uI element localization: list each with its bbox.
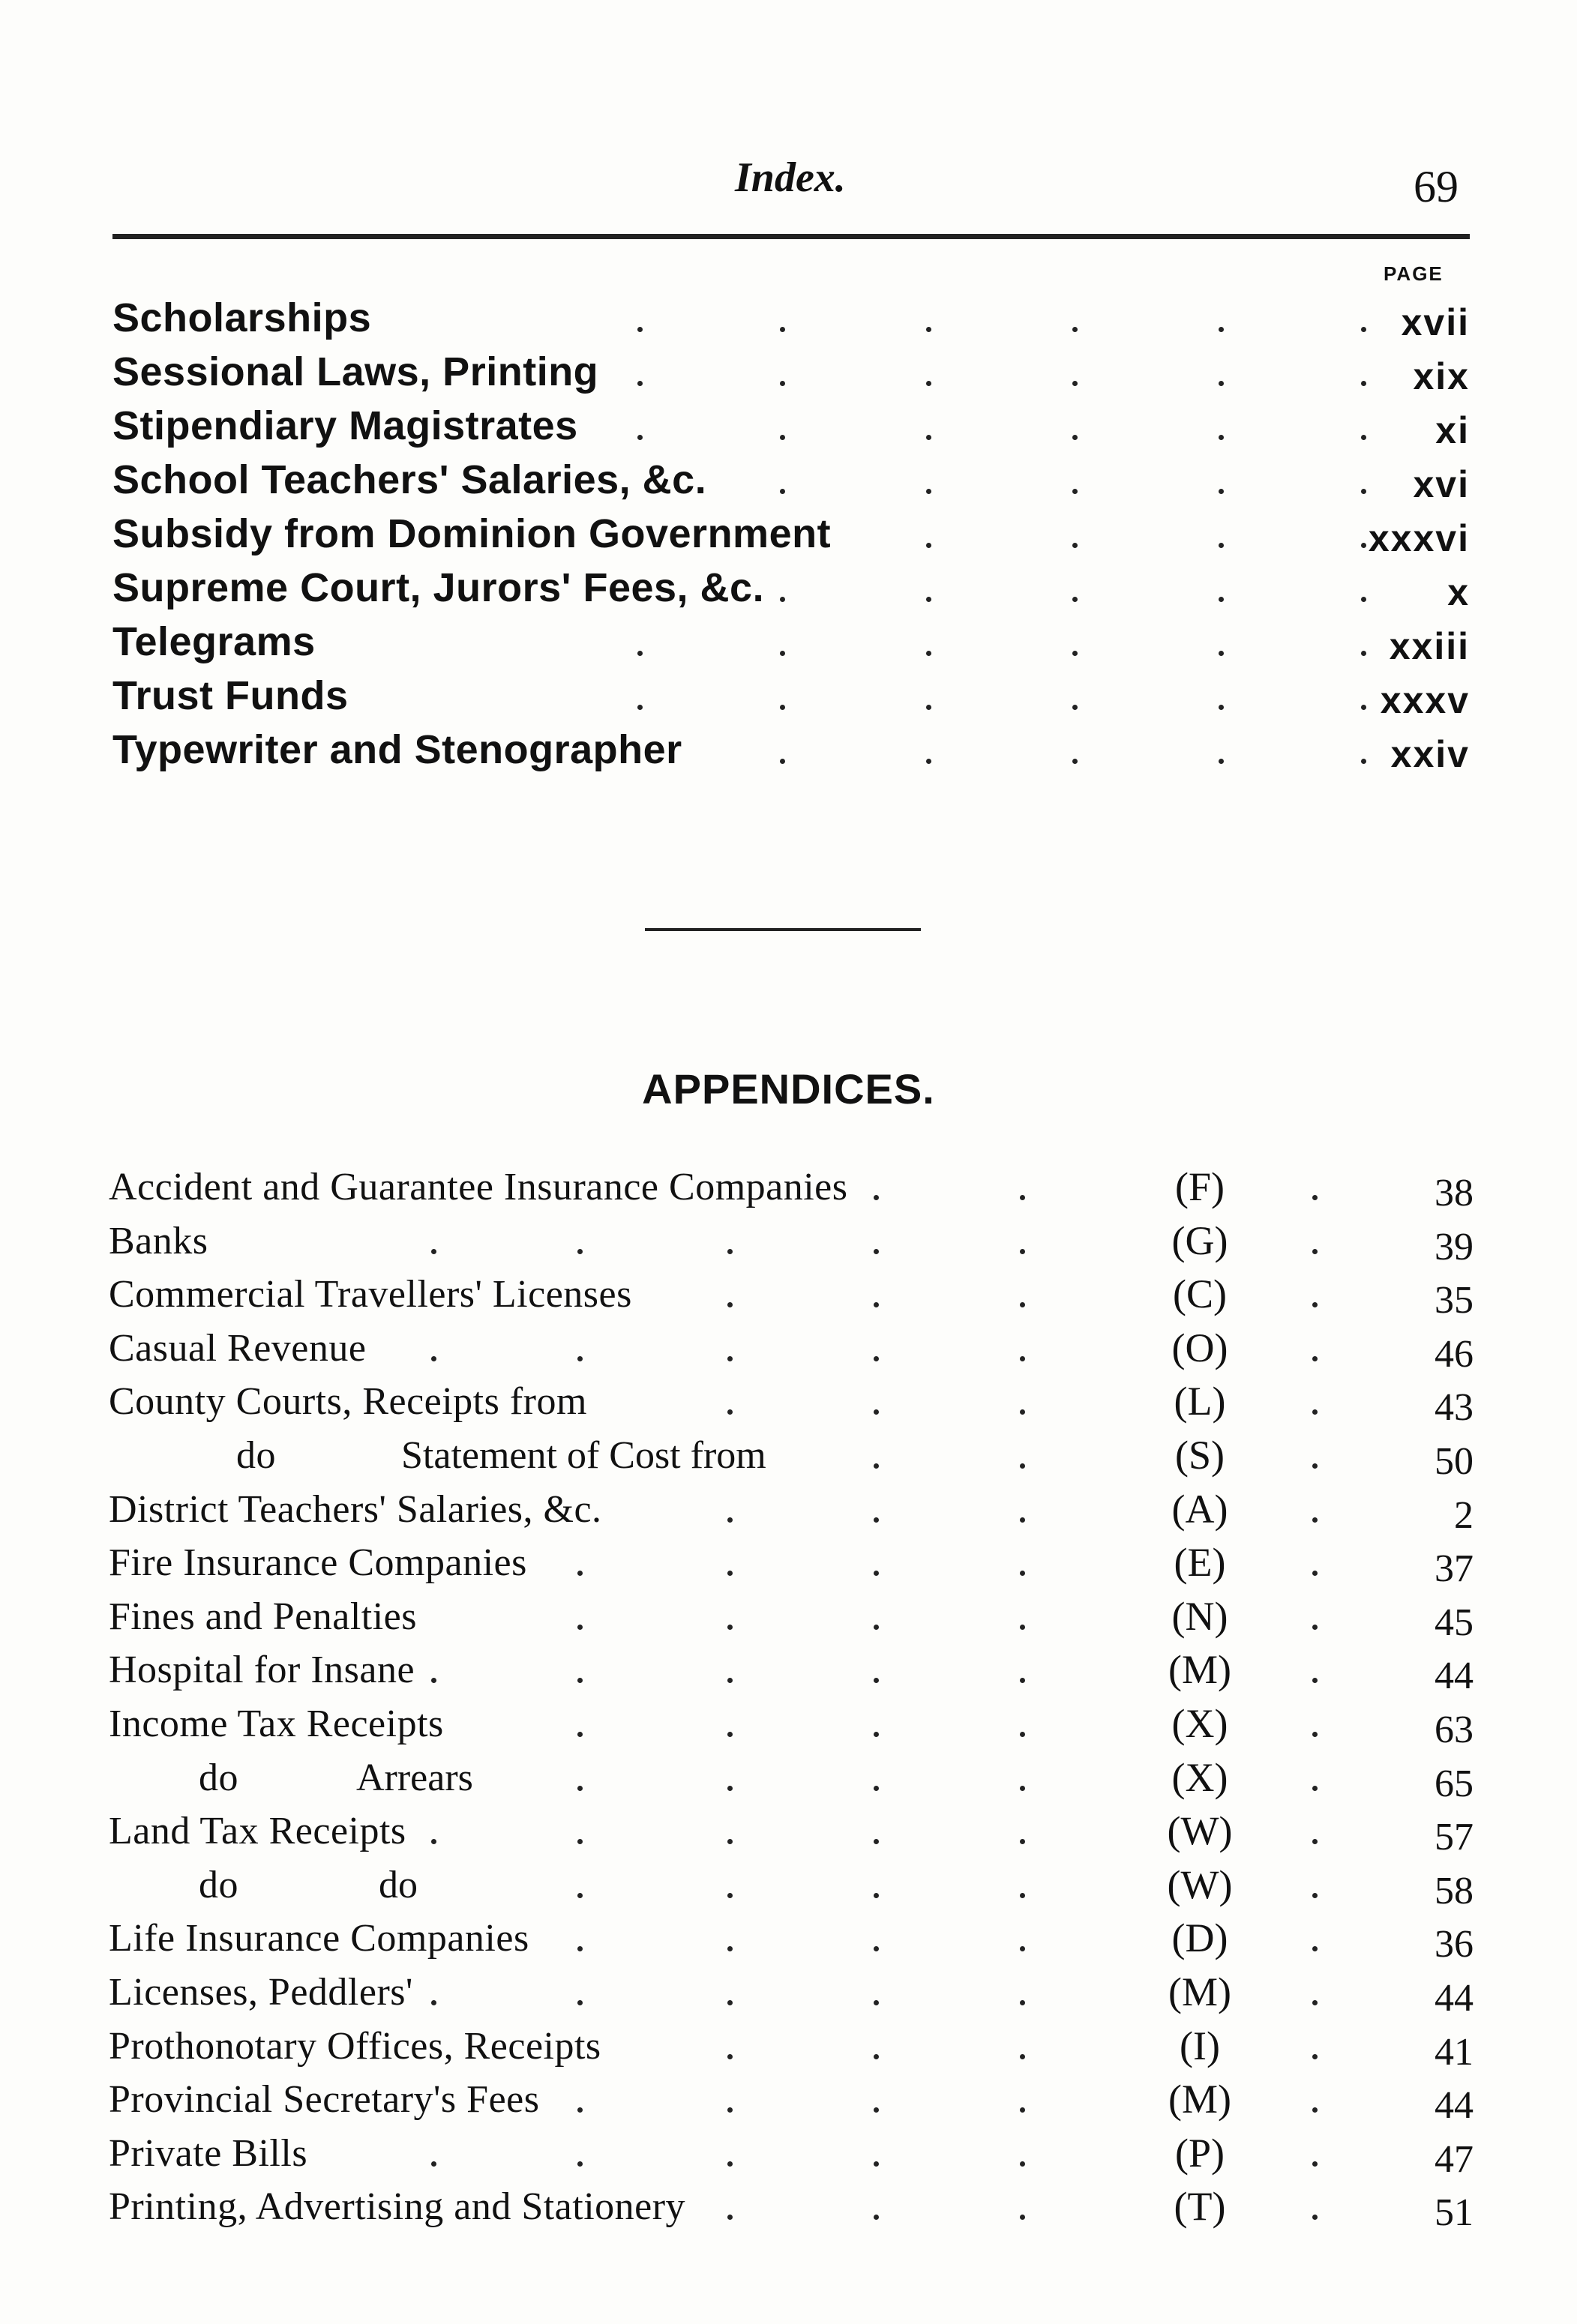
- header-rule: [112, 234, 1470, 239]
- leader-dot: [874, 1571, 879, 1576]
- leader-dot: [1361, 759, 1366, 764]
- leader-dot: [874, 1517, 879, 1523]
- leader-dot: [874, 1839, 879, 1844]
- leader-dot: [727, 1946, 733, 1951]
- index-entry-label: Sessional Laws, Printing: [112, 349, 599, 394]
- leader-dot: [1361, 381, 1366, 386]
- appendix-entry-page: 57: [1435, 1816, 1474, 1859]
- index-row: [112, 561, 1470, 615]
- appendices-list: [109, 1161, 1474, 2234]
- appendix-entry-page: 38: [1435, 1172, 1474, 1214]
- leader-dot: [577, 1625, 583, 1630]
- leader-dot: [727, 1786, 733, 1791]
- leader-dot: [727, 1625, 733, 1630]
- leader-dot: [1219, 705, 1224, 710]
- leader-dot: [577, 1839, 583, 1844]
- appendix-entry-page: 36: [1435, 1923, 1474, 1966]
- index-entry-page: xxxvi: [1368, 517, 1470, 559]
- appendix-entry-page: 44: [1435, 1655, 1474, 1698]
- leader-dot: [727, 1571, 733, 1576]
- leader-dot: [727, 2054, 733, 2059]
- appendix-entry-label: County Courts, Receipts from: [109, 1380, 587, 1424]
- appendix-entry-label: Private Bills: [109, 2131, 308, 2175]
- leader-dot: [727, 2215, 733, 2220]
- leader-dot: [1020, 1946, 1025, 1951]
- leader-dot: [874, 1786, 879, 1791]
- index-entry-page: xvi: [1413, 463, 1470, 505]
- appendix-entry-page: 50: [1435, 1439, 1474, 1483]
- leader-dot: [727, 2161, 733, 2167]
- leader-dot: [637, 705, 643, 710]
- appendix-entry-page: 47: [1435, 2137, 1474, 2181]
- leader-dot: [637, 435, 643, 440]
- leader-dot: [431, 2000, 436, 2005]
- appendix-entry-label: Licenses, Peddlers': [109, 1970, 413, 2014]
- leader-dot: [637, 381, 643, 386]
- leader-dot: [926, 435, 931, 440]
- appendix-entry-code: (T): [1174, 2184, 1226, 2230]
- leader-dot: [1020, 1195, 1025, 1200]
- index-entry-label: School Teachers' Salaries, &c.: [112, 457, 707, 502]
- index-row: [112, 615, 1470, 669]
- leader-dot: [1020, 1302, 1025, 1307]
- appendix-entry-label: Banks: [109, 1219, 208, 1262]
- leader-dot: [577, 1946, 583, 1951]
- index-entry-label: Scholarships: [112, 295, 372, 340]
- index-entry-label: Subsidy from Dominion Government: [112, 511, 832, 556]
- appendix-entry-page: 35: [1435, 1279, 1474, 1322]
- leader-dot: [1020, 1517, 1025, 1523]
- leader-dot: [1219, 759, 1224, 764]
- leader-dot: [1020, 1732, 1025, 1737]
- index-row: [112, 669, 1470, 723]
- leader-dot: [926, 651, 931, 656]
- index-row: [112, 507, 1470, 561]
- leader-dot: [1219, 489, 1224, 494]
- leader-dot: [577, 1356, 583, 1361]
- leader-dot: [727, 2000, 733, 2005]
- appendix-entry-code: (A): [1171, 1486, 1228, 1532]
- appendix-row: [109, 1536, 1474, 1590]
- leader-dot: [1219, 381, 1224, 386]
- leader-dot: [577, 1732, 583, 1737]
- appendix-entry-code: (M): [1168, 1647, 1231, 1693]
- leader-dot: [874, 1893, 879, 1898]
- leader-dot: [1312, 1356, 1318, 1361]
- appendix-entry-code: (E): [1174, 1540, 1226, 1586]
- appendix-entry-label: District Teachers' Salaries, &c.: [109, 1487, 602, 1531]
- appendix-entry-code: (O): [1171, 1325, 1228, 1370]
- running-head-title: Index.: [735, 154, 846, 201]
- leader-dot: [1312, 1678, 1318, 1683]
- leader-dot: [1020, 1625, 1025, 1630]
- leader-dot: [431, 1249, 436, 1254]
- appendix-entry-label: Commercial Travellers' Licenses: [109, 1273, 632, 1316]
- leader-dot: [1072, 489, 1078, 494]
- leader-dot: [926, 705, 931, 710]
- index-row: [112, 291, 1470, 345]
- leader-dot: [727, 1839, 733, 1844]
- leader-dot: [1312, 2000, 1318, 2005]
- leader-dot: [874, 1249, 879, 1254]
- leader-dot: [780, 651, 785, 656]
- appendix-entry-code: (P): [1175, 2130, 1225, 2176]
- appendix-entry-code: (D): [1171, 1915, 1228, 1961]
- appendix-entry-sublabel: Arrears: [356, 1756, 473, 1799]
- index-list: [112, 291, 1470, 777]
- appendix-row: [109, 1214, 1474, 1268]
- leader-dot: [874, 1409, 879, 1415]
- appendix-entry-label: Fire Insurance Companies: [109, 1541, 527, 1585]
- leader-dot: [1361, 327, 1366, 332]
- leader-dot: [1312, 1195, 1318, 1200]
- appendix-entry-label: Casual Revenue: [109, 1326, 367, 1370]
- index-entry-label: Supreme Court, Jurors' Fees, &c.: [112, 565, 765, 610]
- appendix-entry-code: (N): [1171, 1593, 1228, 1639]
- appendix-row: [109, 1751, 1474, 1805]
- leader-dot: [926, 543, 931, 548]
- leader-dot: [1020, 1409, 1025, 1415]
- leader-dot: [1312, 1946, 1318, 1951]
- appendix-row: [109, 1268, 1474, 1322]
- appendix-entry-ditto: do: [199, 1756, 238, 1799]
- leader-dot: [1312, 1625, 1318, 1630]
- leader-dot: [1020, 1249, 1025, 1254]
- appendix-entry-code: (X): [1171, 1754, 1228, 1800]
- leader-dot: [1219, 327, 1224, 332]
- leader-dot: [926, 597, 931, 602]
- appendix-row: [109, 1429, 1474, 1483]
- appendix-entry-label: Hospital for Insane: [109, 1649, 415, 1692]
- appendix-entry-label: Prothonotary Offices, Receipts: [109, 2024, 601, 2068]
- leader-dot: [1020, 2000, 1025, 2005]
- leader-dot: [1020, 1678, 1025, 1683]
- leader-dot: [874, 1946, 879, 1951]
- page-column-label: PAGE: [1384, 262, 1444, 285]
- index-entry-page: xix: [1413, 355, 1470, 397]
- appendix-row: [109, 1858, 1474, 1912]
- leader-dot: [1312, 1571, 1318, 1576]
- leader-dot: [874, 2000, 879, 2005]
- appendix-row: [109, 1912, 1474, 1966]
- index-entry-label: Trust Funds: [112, 673, 349, 718]
- appendix-entry-ditto: do: [199, 1863, 238, 1906]
- leader-dot: [1312, 1409, 1318, 1415]
- leader-dot: [727, 1409, 733, 1415]
- appendix-entry-label: Income Tax Receipts: [109, 1702, 444, 1745]
- leader-dot: [577, 2000, 583, 2005]
- leader-dot: [780, 705, 785, 710]
- appendix-entry-page: 58: [1435, 1869, 1474, 1912]
- index-row: [112, 723, 1470, 777]
- index-entry-page: xxiv: [1390, 733, 1470, 775]
- appendix-entry-page: 2: [1454, 1493, 1474, 1537]
- leader-dot: [577, 1678, 583, 1683]
- leader-dot: [577, 1249, 583, 1254]
- appendix-entry-code: (X): [1171, 1700, 1228, 1746]
- appendix-entry-page: 44: [1435, 2084, 1474, 2128]
- leader-dot: [874, 1356, 879, 1361]
- leader-dot: [1020, 1356, 1025, 1361]
- leader-dot: [1020, 2161, 1025, 2167]
- appendix-entry-code: (W): [1167, 1808, 1233, 1854]
- appendix-row: [109, 1375, 1474, 1429]
- leader-dot: [1020, 1463, 1025, 1469]
- leader-dot: [1312, 1517, 1318, 1523]
- leader-dot: [1072, 381, 1078, 386]
- appendix-entry-code: (F): [1175, 1164, 1225, 1209]
- leader-dot: [1361, 597, 1366, 602]
- leader-dot: [1072, 435, 1078, 440]
- appendix-row: [109, 1161, 1474, 1214]
- leader-dot: [926, 327, 931, 332]
- appendix-entry-label: Fines and Penalties: [109, 1595, 418, 1638]
- leader-dot: [1312, 2054, 1318, 2059]
- appendix-row: [109, 1697, 1474, 1751]
- appendix-entry-sublabel: do: [379, 1863, 418, 1906]
- leader-dot: [1312, 1839, 1318, 1844]
- appendix-entry-code: (G): [1171, 1217, 1228, 1263]
- leader-dot: [1361, 543, 1366, 548]
- leader-dot: [1312, 1893, 1318, 1898]
- leader-dot: [727, 1893, 733, 1898]
- leader-dot: [1312, 1302, 1318, 1307]
- leader-dot: [1361, 435, 1366, 440]
- leader-dot: [431, 2161, 436, 2167]
- leader-dot: [874, 1463, 879, 1469]
- leader-dot: [637, 651, 643, 656]
- leader-dot: [727, 2107, 733, 2113]
- appendix-entry-code: (M): [1168, 2077, 1231, 2122]
- leader-dot: [1361, 651, 1366, 656]
- leader-dot: [727, 1517, 733, 1523]
- leader-dot: [1312, 2161, 1318, 2167]
- leader-dot: [727, 1732, 733, 1737]
- leader-dot: [1312, 2107, 1318, 2113]
- appendix-row: [109, 2180, 1474, 2234]
- leader-dot: [1361, 705, 1366, 710]
- leader-dot: [1312, 1249, 1318, 1254]
- leader-dot: [1361, 489, 1366, 494]
- leader-dot: [577, 1893, 583, 1898]
- leader-dot: [926, 759, 931, 764]
- leader-dot: [727, 1678, 733, 1683]
- leader-dot: [1219, 543, 1224, 548]
- appendix-row: [109, 2127, 1474, 2181]
- leader-dot: [577, 1786, 583, 1791]
- leader-dot: [431, 1839, 436, 1844]
- appendix-entry-label: Accident and Guarantee Insurance Companies: [109, 1166, 848, 1208]
- leader-dot: [874, 2161, 879, 2167]
- leader-dot: [874, 1625, 879, 1630]
- appendix-row: [109, 1643, 1474, 1697]
- leader-dot: [926, 489, 931, 494]
- index-entry-label: Stipendiary Magistrates: [112, 403, 578, 448]
- appendix-row: [109, 1322, 1474, 1376]
- appendix-entry-ditto: do: [236, 1433, 276, 1477]
- leader-dot: [1219, 435, 1224, 440]
- leader-dot: [780, 435, 785, 440]
- index-entry-page: xxxv: [1380, 679, 1470, 721]
- leader-dot: [874, 1302, 879, 1307]
- section-divider: [645, 928, 921, 931]
- leader-dot: [780, 489, 785, 494]
- leader-dot: [1312, 1786, 1318, 1791]
- leader-dot: [1020, 1786, 1025, 1791]
- leader-dot: [431, 1356, 436, 1361]
- leader-dot: [431, 1678, 436, 1683]
- appendix-row: [109, 2020, 1474, 2074]
- appendix-entry-label: Land Tax Receipts: [109, 1810, 406, 1853]
- leader-dot: [874, 1678, 879, 1683]
- leader-dot: [874, 2054, 879, 2059]
- index-entry-label: Typewriter and Stenographer: [112, 727, 682, 772]
- leader-dot: [1020, 2054, 1025, 2059]
- leader-dot: [780, 327, 785, 332]
- leader-dot: [1312, 1463, 1318, 1469]
- appendix-entry-sublabel: Statement of Cost from: [401, 1433, 766, 1477]
- index-entry-page: xvii: [1401, 301, 1470, 343]
- leader-dot: [780, 759, 785, 764]
- appendix-row: [109, 1966, 1474, 2020]
- appendix-entry-page: 65: [1435, 1762, 1474, 1805]
- leader-dot: [727, 1302, 733, 1307]
- leader-dot: [1072, 597, 1078, 602]
- index-row: [112, 453, 1470, 507]
- appendix-row: [109, 1804, 1474, 1858]
- leader-dot: [926, 381, 931, 386]
- leader-dot: [577, 2161, 583, 2167]
- leader-dot: [1219, 651, 1224, 656]
- appendix-entry-code: (W): [1167, 1861, 1233, 1907]
- appendix-entry-label: Printing, Advertising and Stationery: [109, 2185, 686, 2229]
- appendix-entry-code: (I): [1180, 2023, 1220, 2068]
- appendix-entry-code: (L): [1174, 1379, 1226, 1424]
- appendix-entry-code: (S): [1175, 1432, 1225, 1478]
- page-number: 69: [1414, 162, 1459, 211]
- leader-dot: [637, 327, 643, 332]
- leader-dot: [1072, 327, 1078, 332]
- appendix-entry-page: 39: [1435, 1225, 1474, 1268]
- leader-dot: [874, 2107, 879, 2113]
- appendix-entry-page: 37: [1435, 1547, 1474, 1591]
- index-entry-page: xxiii: [1389, 625, 1470, 667]
- index-row: [112, 345, 1470, 399]
- appendix-entry-page: 41: [1435, 2030, 1474, 2074]
- index-entry-label: Telegrams: [112, 619, 316, 664]
- appendix-entry-page: 43: [1435, 1386, 1474, 1430]
- leader-dot: [727, 1356, 733, 1361]
- appendix-entry-label: Life Insurance Companies: [109, 1917, 529, 1960]
- leader-dot: [1020, 2107, 1025, 2113]
- leader-dot: [727, 1249, 733, 1254]
- appendix-entry-code: (C): [1173, 1271, 1227, 1317]
- appendix-entry-page: 44: [1435, 1976, 1474, 2020]
- leader-dot: [1072, 705, 1078, 710]
- leader-dot: [577, 2107, 583, 2113]
- leader-dot: [1072, 543, 1078, 548]
- appendix-row: [109, 1590, 1474, 1644]
- leader-dot: [1219, 597, 1224, 602]
- leader-dot: [780, 597, 785, 602]
- leader-dot: [874, 1732, 879, 1737]
- leader-dot: [1020, 2215, 1025, 2220]
- appendix-row: [109, 1483, 1474, 1537]
- leader-dot: [1312, 2215, 1318, 2220]
- index-entry-page: xi: [1435, 409, 1470, 451]
- index-row: [112, 399, 1470, 453]
- index-entry-page: x: [1447, 571, 1470, 613]
- appendix-entry-label: Provincial Secretary's Fees: [109, 2078, 540, 2122]
- leader-dot: [1020, 1571, 1025, 1576]
- appendix-entry-page: 46: [1435, 1332, 1474, 1376]
- appendix-entry-page: 51: [1435, 2191, 1474, 2235]
- leader-dot: [780, 381, 785, 386]
- leader-dot: [874, 1195, 879, 1200]
- appendices-heading: APPENDICES.: [642, 1065, 935, 1113]
- leader-dot: [1020, 1839, 1025, 1844]
- leader-dot: [1072, 759, 1078, 764]
- leader-dot: [577, 1571, 583, 1576]
- appendix-row: [109, 2073, 1474, 2127]
- appendix-entry-code: (M): [1168, 1969, 1231, 2014]
- leader-dot: [1312, 1732, 1318, 1737]
- appendix-entry-page: 45: [1435, 1601, 1474, 1644]
- appendix-entry-page: 63: [1435, 1708, 1474, 1751]
- leader-dot: [874, 2215, 879, 2220]
- leader-dot: [1020, 1893, 1025, 1898]
- leader-dot: [1072, 651, 1078, 656]
